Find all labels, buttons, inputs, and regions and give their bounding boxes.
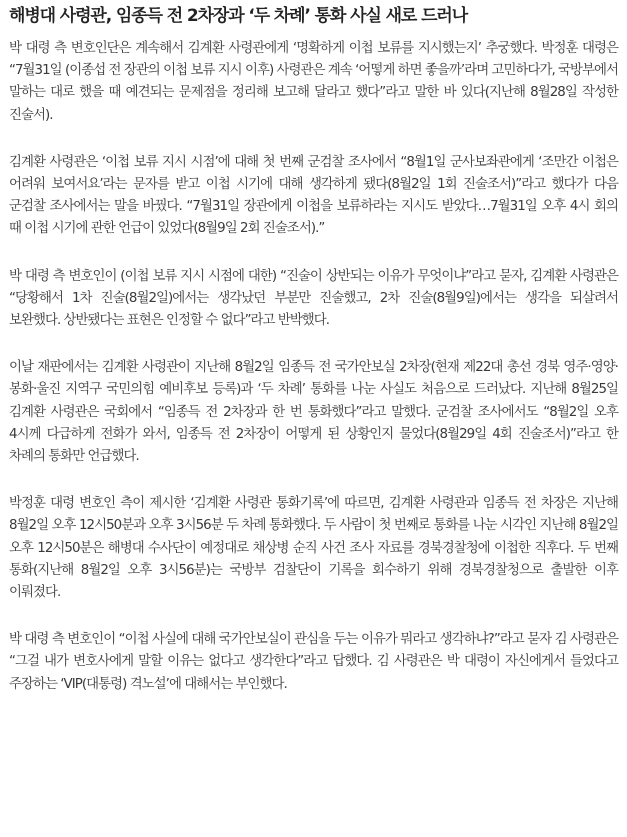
- article-paragraph: 박 대령 측 변호인이 (이첩 보류 지시 시점에 대한) “진술이 상반되는 이유가 무엇이냐”라고 묻자, 김계환 사령관은 “당황해서 1차 진술(8월2일)에서는 생각났던 부분만 진술했고, 2차 진술(8월9일)에서는 생각을 되살려서 보완했다. 상반됐다는 표현은 인정할 수 없다”라고 반박했다.: [9, 268, 618, 329]
- article-paragraph: 박 대령 측 변호인단은 계속해서 김계환 사령관에게 ‘명확하게 이첩 보류를 지시했는지’ 추궁했다. 박정훈 대령은 “7월31일 (이종섭 전 장관의 이첩 보류 지시 이후) 사령관은 계속 ‘어떻게 하면 좋을까’라며 고민하다가, 국방부에서 말하는 대로 했을 때 예견되는 문제점을 정리해 보고해 달라고 했다”라고 말한 바 있다(지난해 8월28일 작성한 진술서).: [9, 41, 618, 123]
- article-headline: 해병대 사령관, 임종득 전 2차장과 ‘두 차례’ 통화 사실 새로 드러나: [9, 6, 468, 26]
- article-paragraph: 박 대령 측 변호인이 “이첩 사실에 대해 국가안보실이 관심을 두는 이유가 뭐라고 생각하냐?”라고 묻자 김 사령관은 “그걸 내가 변호사에게 말할 이유는 없다고 생각한다”라고 답했다. 김 사령관은 박 대령이 자신에게서 들었다고 주장하는 ‘VIP(대통령) 격노설’에 대해서는 부인했다.: [9, 632, 618, 692]
- article-paragraph: 박정훈 대령 변호인 측이 제시한 ‘김계환 사령관 통화기록’에 따르면, 김계환 사령관과 임종득 전 차장은 지난해 8월2일 오후 12시50분과 오후 3시56분 두 차례 통화했다. 두 사람이 첫 번째로 통화를 나눈 시각인 지난해 8월2일 오후 12시50분은 해병대 수사단이 예정대로 채상병 순직 사건 조사 자료를 경북경찰청에 이첩한 직후다. 두 번째 통화(지난해 8월2일 오후 3시56분)는 국방부 검찰단이 기록을 회수하기 위해 경북경찰청으로 출발한 이후 이뤄졌다.: [9, 496, 618, 601]
- article-paragraph: 이날 재판에서는 김계환 사령관이 지난해 8월2일 임종득 전 국가안보실 2차장(현재 제22대 총선 경북 영주·영양·봉화·울진 지역구 국민의힘 예비후보 등록)과 ‘두 차례’ 통화를 나눈 사실도 처음으로 드러났다. 지난해 8월25일 김계환 사령관은 국회에서 “임종득 전 2차장과 한 번 통화했다”라고 말했다. 군검찰 조사에서도 “8월2일 오후 4시께 다급하게 전화가 와서, 임종득 전 2차장이 어떻게 된 상황인지 물었다(8월29일 4회 진술조서)”라고 한 차례의 통화만 언급했다.: [9, 360, 618, 465]
- article-paragraph: 김계환 사령관은 ‘이첩 보류 지시 시점’에 대해 첫 번째 군검찰 조사에서 “8월1일 군사보좌관에게 ‘조만간 이첩은 어려워 보여서요’라는 문자를 받고 이첩 시기에 대해 생각하게 됐다(8월2일 1회 진술조서)”라고 했다가 다음 군검찰 조사에서는 말을 바꿨다. “7월31일 장관에게 이첩을 보류하라는 지시도 받았다…7월31일 오후 4시 회의 때 이첩 시기에 관한 언급이 있었다(8월9일 2회 진술조서).”: [9, 154, 618, 237]
